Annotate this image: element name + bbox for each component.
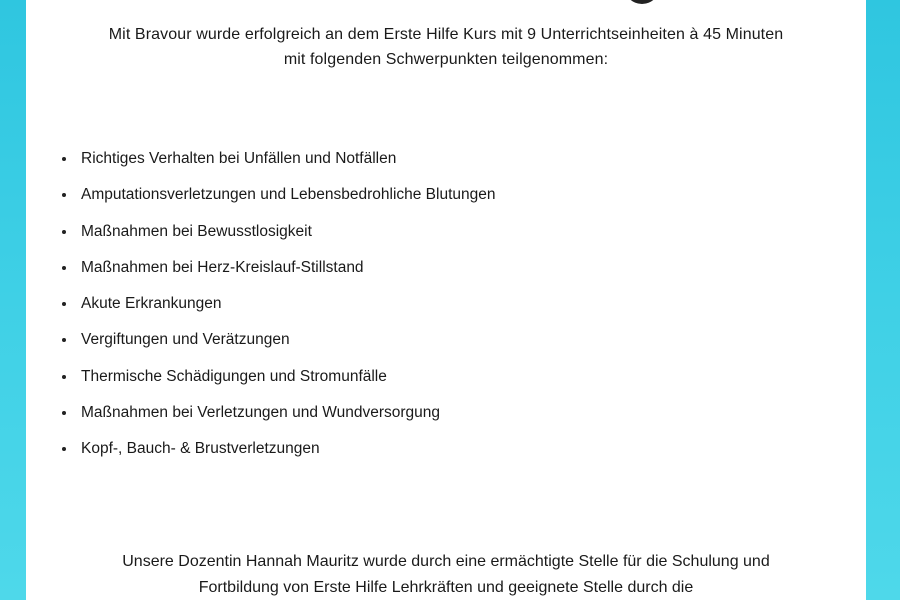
- bullet-icon: [62, 193, 66, 197]
- title-letter-fragment: [624, 0, 660, 4]
- topic-label: Kopf-, Bauch- & Brustverletzungen: [81, 440, 320, 458]
- list-item: [60, 250, 496, 286]
- bullet-icon: [62, 375, 66, 379]
- list-item: [60, 214, 496, 250]
- topic-label: Maßnahmen bei Verletzungen und Wundversorgung: [81, 404, 441, 422]
- certificate-page: [26, 0, 866, 600]
- list-item: [60, 141, 496, 177]
- list-item: [60, 177, 496, 213]
- list-item: [60, 431, 496, 467]
- intro-line-2: mit folgenden Schwerpunkten teilgenommen:: [283, 51, 609, 68]
- outro-text: [26, 549, 866, 600]
- outro-line-2: Fortbildung von Erste Hilfe Lehrkräften und geeignete Stelle durch die: [198, 579, 694, 596]
- list-item: [60, 286, 496, 322]
- bullet-icon: [62, 266, 66, 270]
- bullet-icon: [62, 157, 66, 161]
- bullet-icon: [62, 230, 66, 234]
- topic-label: Akute Erkrankungen: [81, 295, 222, 313]
- topic-label: Maßnahmen bei Herz-Kreislauf-Stillstand: [81, 258, 364, 276]
- topic-label: Amputationsverletzungen und Lebensbedrohliche Blutungen: [81, 186, 496, 204]
- list-item: [60, 395, 496, 431]
- topic-label: Vergiftungen und Verätzungen: [81, 331, 290, 349]
- bullet-icon: [62, 447, 66, 451]
- bullet-icon: [62, 411, 66, 415]
- list-item: [60, 322, 496, 358]
- outro-line-1: Unsere Dozentin Hannah Mauritz wurde durch eine ermächtigte Stelle für die Schulung und: [122, 553, 770, 570]
- intro-text: [26, 22, 866, 72]
- bullet-icon: [62, 302, 66, 306]
- topic-label: Maßnahmen bei Bewusstlosigkeit: [81, 222, 312, 240]
- intro-line-1: Mit Bravour wurde erfolgreich an dem Erste Hilfe Kurs mit 9 Unterrichtseinheiten à 45 Minuten: [108, 26, 784, 43]
- list-item: [60, 359, 496, 395]
- topic-label: Richtiges Verhalten bei Unfällen und Notfällen: [81, 150, 397, 167]
- bullet-icon: [62, 338, 66, 342]
- topics-list: [60, 141, 496, 468]
- topic-label: Thermische Schädigungen und Stromunfälle: [81, 367, 387, 385]
